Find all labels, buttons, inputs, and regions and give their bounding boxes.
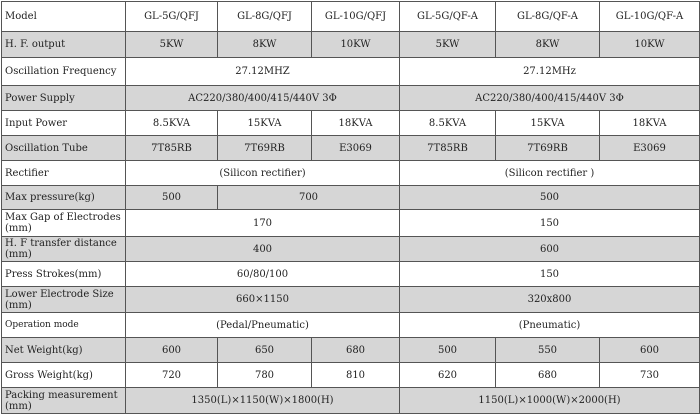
- cell-value-qfj: 400: [126, 237, 400, 262]
- cell-value: 5KW: [400, 32, 496, 58]
- header-row: [2, 2, 700, 32]
- cell-value-qfa: (Silicon rectifier ): [400, 161, 700, 186]
- row-label: Packing measurement (mm): [2, 388, 126, 414]
- row-lower-electrode: [2, 287, 700, 313]
- cell-value: 500: [126, 186, 218, 210]
- row-packing: [2, 388, 700, 414]
- cell-value-qfa: 1150(L)×1000(W)×2000(H): [400, 388, 700, 414]
- cell-value: 18KVA: [312, 111, 400, 136]
- cell-value: 600: [126, 338, 218, 363]
- model-name: GL-5G/QF-A: [400, 2, 496, 32]
- row-label: Oscillation Frequency: [2, 58, 126, 86]
- cell-value-qfa: 500: [400, 186, 700, 210]
- cell-value: 15KVA: [218, 111, 312, 136]
- cell-value-qfa: 150: [400, 210, 700, 237]
- cell-value: 8KW: [496, 32, 600, 58]
- cell-value-qfa: 150: [400, 262, 700, 287]
- cell-value-qfa: AC220/380/400/415/440V 3Φ: [400, 86, 700, 111]
- cell-value-qfj: 660×1150: [126, 287, 400, 313]
- model-name: GL-8G/QF-A: [496, 2, 600, 32]
- cell-value-qfj: 27.12MHZ: [126, 58, 400, 86]
- cell-value: 7T69RB: [218, 136, 312, 161]
- row-osc-tube: [2, 136, 700, 161]
- row-label: Operation mode: [2, 313, 126, 338]
- row-label: Press Strokes(mm): [2, 262, 126, 287]
- cell-value: 680: [496, 363, 600, 388]
- row-label: Input Power: [2, 111, 126, 136]
- cell-value: 10KW: [312, 32, 400, 58]
- cell-value: 18KVA: [600, 111, 700, 136]
- row-label: Max Gap of Electrodes (mm): [2, 210, 126, 237]
- cell-value: 5KW: [126, 32, 218, 58]
- cell-value-qfa: 27.12MHz: [400, 58, 700, 86]
- row-input-power: [2, 111, 700, 136]
- cell-value: 15KVA: [496, 111, 600, 136]
- row-power-supply: [2, 86, 700, 111]
- header-label: Model: [2, 2, 126, 32]
- row-rectifier: [2, 161, 700, 186]
- cell-value-qfj: (Pedal/Pneumatic): [126, 313, 400, 338]
- cell-value: 8KW: [218, 32, 312, 58]
- model-name: GL-10G/QF-A: [600, 2, 700, 32]
- cell-value: E3069: [600, 136, 700, 161]
- cell-value: 550: [496, 338, 600, 363]
- row-max-pressure: [2, 186, 700, 210]
- row-label: Max pressure(kg): [2, 186, 126, 210]
- row-label: Power Supply: [2, 86, 126, 111]
- cell-value: 8.5KVA: [400, 111, 496, 136]
- model-name: GL-5G/QFJ: [126, 2, 218, 32]
- cell-value: 780: [218, 363, 312, 388]
- row-hf-output: [2, 32, 700, 58]
- cell-value-qfa: 320x800: [400, 287, 700, 313]
- cell-value-qfa: 600: [400, 237, 700, 262]
- cell-value: 500: [400, 338, 496, 363]
- row-hf-transfer: [2, 237, 700, 262]
- cell-value: 680: [312, 338, 400, 363]
- cell-value: 730: [600, 363, 700, 388]
- cell-value-qfj: 170: [126, 210, 400, 237]
- row-label: Net Weight(kg): [2, 338, 126, 363]
- row-gross-weight: [2, 363, 700, 388]
- row-press-strokes: [2, 262, 700, 287]
- cell-value-qfj: 1350(L)×1150(W)×1800(H): [126, 388, 400, 414]
- row-label: Lower Electrode Size (mm): [2, 287, 126, 313]
- row-label: Oscillation Tube: [2, 136, 126, 161]
- cell-value: E3069: [312, 136, 400, 161]
- cell-value-qfj: (Silicon rectifier): [126, 161, 400, 186]
- row-operation-mode: [2, 313, 700, 338]
- cell-value: 7T69RB: [496, 136, 600, 161]
- model-name: GL-10G/QFJ: [312, 2, 400, 32]
- spec-table: [1, 1, 700, 414]
- cell-value: 10KW: [600, 32, 700, 58]
- row-max-gap: [2, 210, 700, 237]
- row-label: H. F. output: [2, 32, 126, 58]
- row-label: Gross Weight(kg): [2, 363, 126, 388]
- cell-value: 600: [600, 338, 700, 363]
- row-osc-freq: [2, 58, 700, 86]
- cell-value-qfj: AC220/380/400/415/440V 3Φ: [126, 86, 400, 111]
- cell-value: 700: [218, 186, 400, 210]
- row-label: Rectifier: [2, 161, 126, 186]
- cell-value-qfa: (Pneumatic): [400, 313, 700, 338]
- cell-value-qfj: 60/80/100: [126, 262, 400, 287]
- cell-value: 8.5KVA: [126, 111, 218, 136]
- cell-value: 720: [126, 363, 218, 388]
- cell-value: 7T85RB: [126, 136, 218, 161]
- row-net-weight: [2, 338, 700, 363]
- cell-value: 650: [218, 338, 312, 363]
- cell-value: 7T85RB: [400, 136, 496, 161]
- cell-value: 620: [400, 363, 496, 388]
- cell-value: 810: [312, 363, 400, 388]
- model-name: GL-8G/QFJ: [218, 2, 312, 32]
- row-label: H. F transfer distance (mm): [2, 237, 126, 262]
